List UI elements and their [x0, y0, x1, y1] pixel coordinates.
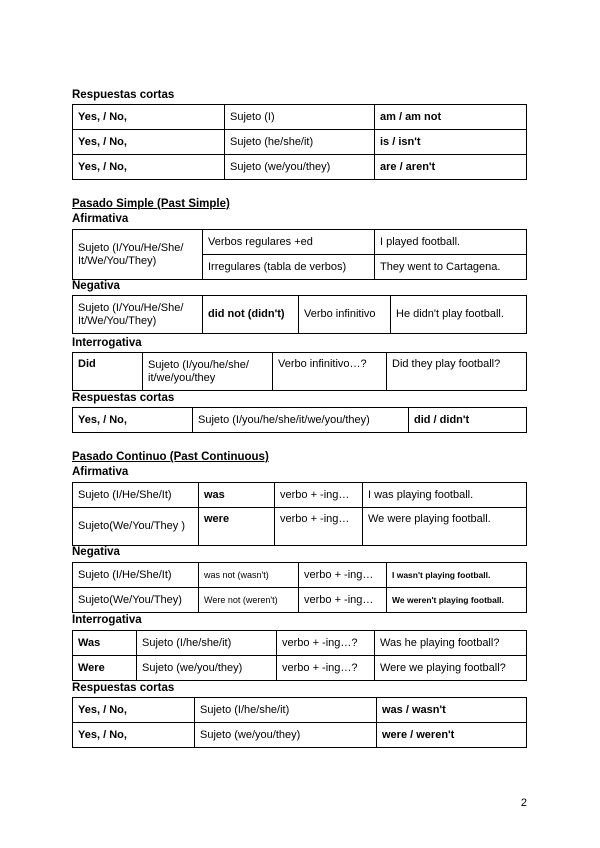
- cell: are / aren't: [375, 155, 527, 180]
- table-past-simple-affirmative: [72, 229, 527, 280]
- cell: Irregulares (tabla de verbos): [203, 255, 375, 280]
- label-afirmativa: Afirmativa: [72, 466, 129, 478]
- heading-past-continuous: Pasado Continuo (Past Continuous): [72, 451, 269, 463]
- cell: Was he playing football?: [375, 631, 527, 656]
- cell: Sujeto (I/you/he/she/it/we/you/they): [193, 408, 409, 433]
- cell: Sujeto(We/You/They ): [73, 508, 199, 546]
- cell: Sujeto (we/you/they): [195, 723, 377, 748]
- cell: Yes, / No,: [73, 723, 195, 748]
- cell: Yes, / No,: [73, 130, 225, 155]
- cell: Sujeto (I/You/He/She/ It/We/You/They): [73, 230, 203, 280]
- table-row: [73, 563, 527, 588]
- table-past-continuous-affirmative: [72, 482, 527, 546]
- cell: verbo + -ing…?: [277, 656, 375, 681]
- heading-past-simple: Pasado Simple (Past Simple): [72, 198, 230, 210]
- cell: Sujeto (I/he/she/it): [195, 698, 377, 723]
- table-past-continuous-short-answers: [72, 697, 527, 748]
- cell: Yes, / No,: [73, 698, 195, 723]
- cell: Sujeto (I): [225, 105, 375, 130]
- table-past-continuous-interrogative: [72, 630, 527, 681]
- cell: Did they play football?: [387, 353, 527, 391]
- table-row: [73, 155, 527, 180]
- cell: Was: [73, 631, 137, 656]
- table-row: [73, 508, 527, 546]
- cell: am / am not: [375, 105, 527, 130]
- cell: Sujeto (he/she/it): [225, 130, 375, 155]
- cell: Sujeto(We/You/They): [73, 588, 199, 613]
- cell: Verbo infinitivo: [299, 296, 391, 334]
- cell: did not (didn't): [203, 296, 299, 334]
- cell: verbo + -ing…: [299, 563, 387, 588]
- table-row: [73, 105, 527, 130]
- table-row: [73, 483, 527, 508]
- cell: verbo + -ing…?: [277, 631, 375, 656]
- cell: Sujeto (I/He/She/It): [73, 563, 199, 588]
- cell: Were we playing football?: [375, 656, 527, 681]
- table-past-simple-negative: [72, 295, 527, 334]
- cell: verbo + -ing…: [275, 508, 363, 546]
- cell: Yes, / No,: [73, 408, 193, 433]
- heading-respuestas-cortas-3: Respuestas cortas: [72, 682, 175, 694]
- heading-respuestas-cortas-1: Respuestas cortas: [72, 89, 175, 101]
- cell: Sujeto (I/You/He/She/ It/We/You/They): [73, 296, 203, 334]
- table-row: [73, 631, 527, 656]
- table-row: [73, 698, 527, 723]
- table-past-simple-short-answers: [72, 407, 527, 433]
- cell: Sujeto (we/you/they): [137, 656, 277, 681]
- table-past-continuous-negative: [72, 562, 527, 613]
- cell: verbo + -ing…: [275, 483, 363, 508]
- cell: Sujeto (I/He/She/It): [73, 483, 199, 508]
- cell: was: [199, 483, 275, 508]
- cell: Verbos regulares +ed: [203, 230, 375, 255]
- table-row: [73, 408, 527, 433]
- cell: I was playing football.: [363, 483, 527, 508]
- label-negativa: Negativa: [72, 280, 120, 292]
- table-row: [73, 723, 527, 748]
- cell: were: [199, 508, 275, 546]
- cell: was not (wasn't): [199, 563, 299, 588]
- heading-respuestas-cortas-2: Respuestas cortas: [72, 392, 175, 404]
- cell: He didn't play football.: [391, 296, 527, 334]
- cell: Sujeto (we/you/they): [225, 155, 375, 180]
- table-row: [73, 353, 527, 391]
- cell: We weren't playing football.: [387, 588, 527, 613]
- cell: Yes, / No,: [73, 155, 225, 180]
- table-row: [73, 656, 527, 681]
- cell: I wasn't playing football.: [387, 563, 527, 588]
- cell: Did: [73, 353, 143, 391]
- cell: verbo + -ing…: [299, 588, 387, 613]
- cell: did / didn't: [409, 408, 527, 433]
- cell: They went to Cartagena.: [375, 255, 527, 280]
- cell: was / wasn't: [377, 698, 527, 723]
- cell: Verbo infinitivo…?: [273, 353, 387, 391]
- cell: Sujeto (I/he/she/it): [137, 631, 277, 656]
- cell: We were playing football.: [363, 508, 527, 546]
- table-present-short-answers: [72, 104, 527, 180]
- table-row: [73, 230, 527, 255]
- cell: Were not (weren't): [199, 588, 299, 613]
- table-past-simple-interrogative: [72, 352, 527, 391]
- page-number: 2: [520, 797, 527, 809]
- label-negativa: Negativa: [72, 546, 120, 558]
- cell: I played football.: [375, 230, 527, 255]
- label-afirmativa: Afirmativa: [72, 213, 129, 225]
- label-interrogativa: Interrogativa: [72, 614, 142, 626]
- cell: Were: [73, 656, 137, 681]
- table-row: [73, 130, 527, 155]
- table-row: [73, 296, 527, 334]
- label-interrogativa: Interrogativa: [72, 337, 142, 349]
- cell: Sujeto (I/you/he/she/ it/we/you/they: [143, 353, 273, 391]
- cell: is / isn't: [375, 130, 527, 155]
- cell: were / weren't: [377, 723, 527, 748]
- cell: Yes, / No,: [73, 105, 225, 130]
- table-row: [73, 588, 527, 613]
